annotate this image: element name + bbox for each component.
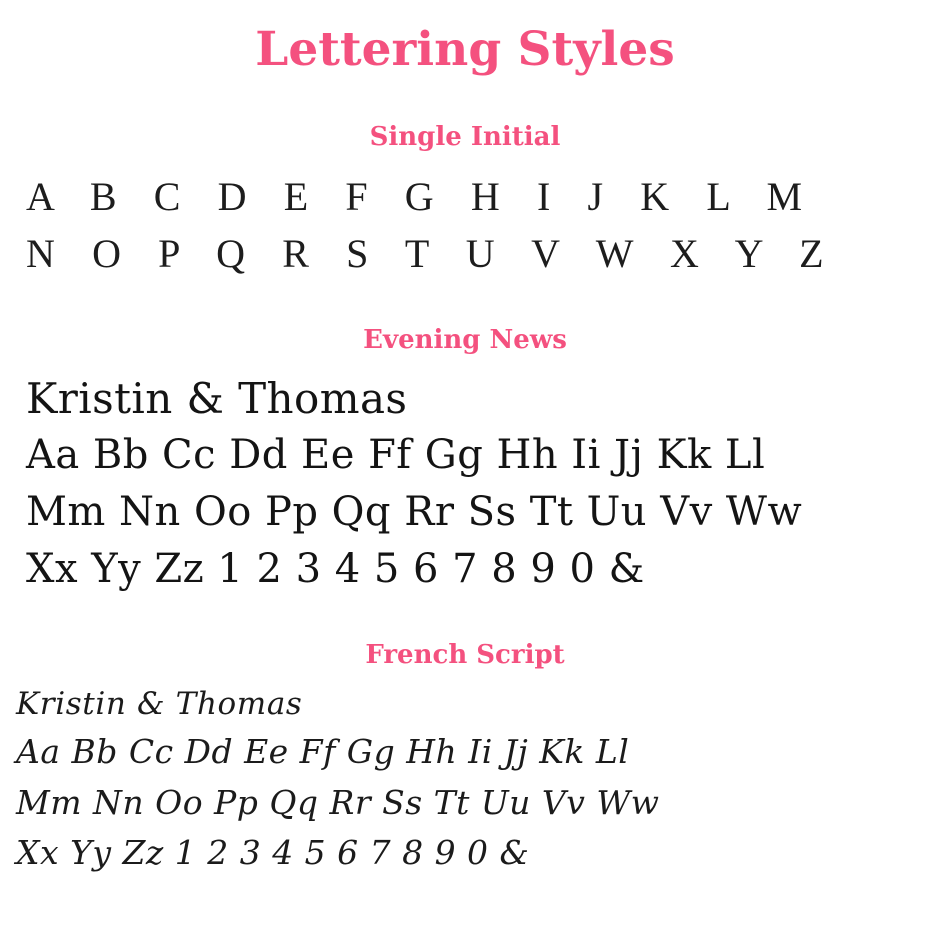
sample-name: Kristin & Thomas	[26, 373, 408, 423]
alphabet-line: Xx Yy Zz 1 2 3 4 5 6 7 8 9 0 &	[26, 545, 645, 592]
page-title: Lettering Styles	[255, 22, 675, 77]
section-single-initial	[0, 76, 930, 283]
alphabet-line: A B C D E F G H I J K L M	[26, 173, 816, 219]
sample-name: Kristin & Thomas	[16, 685, 303, 722]
sample-block-single-initial	[0, 153, 930, 283]
sample-block-french-script	[0, 671, 930, 878]
alphabet-line: Mm Nn Oo Pp Qq Rr Ss Tt Uu Vv Ww	[26, 489, 803, 536]
section-title-french-script: French Script	[365, 639, 565, 670]
alphabet-line: Aa Bb Cc Dd Ee Ff Gg Hh Ii Jj Kk Ll	[26, 432, 766, 479]
alphabet-line: N O P Q R S T U V W X Y Z	[26, 230, 838, 276]
section-evening-news	[0, 282, 930, 597]
alphabet-line: Xx Yy Zz 1 2 3 4 5 6 7 8 9 0 &	[16, 832, 530, 872]
sample-block-evening-news	[0, 357, 930, 598]
section-title-evening-news: Evening News	[363, 325, 567, 356]
alphabet-line: Mm Nn Oo Pp Qq Rr Ss Tt Uu Vv Ww	[16, 782, 660, 822]
section-french-script	[0, 598, 930, 878]
alphabet-line: Aa Bb Cc Dd Ee Ff Gg Hh Ii Jj Kk Ll	[16, 732, 630, 772]
section-title-single-initial: Single Initial	[369, 121, 561, 152]
